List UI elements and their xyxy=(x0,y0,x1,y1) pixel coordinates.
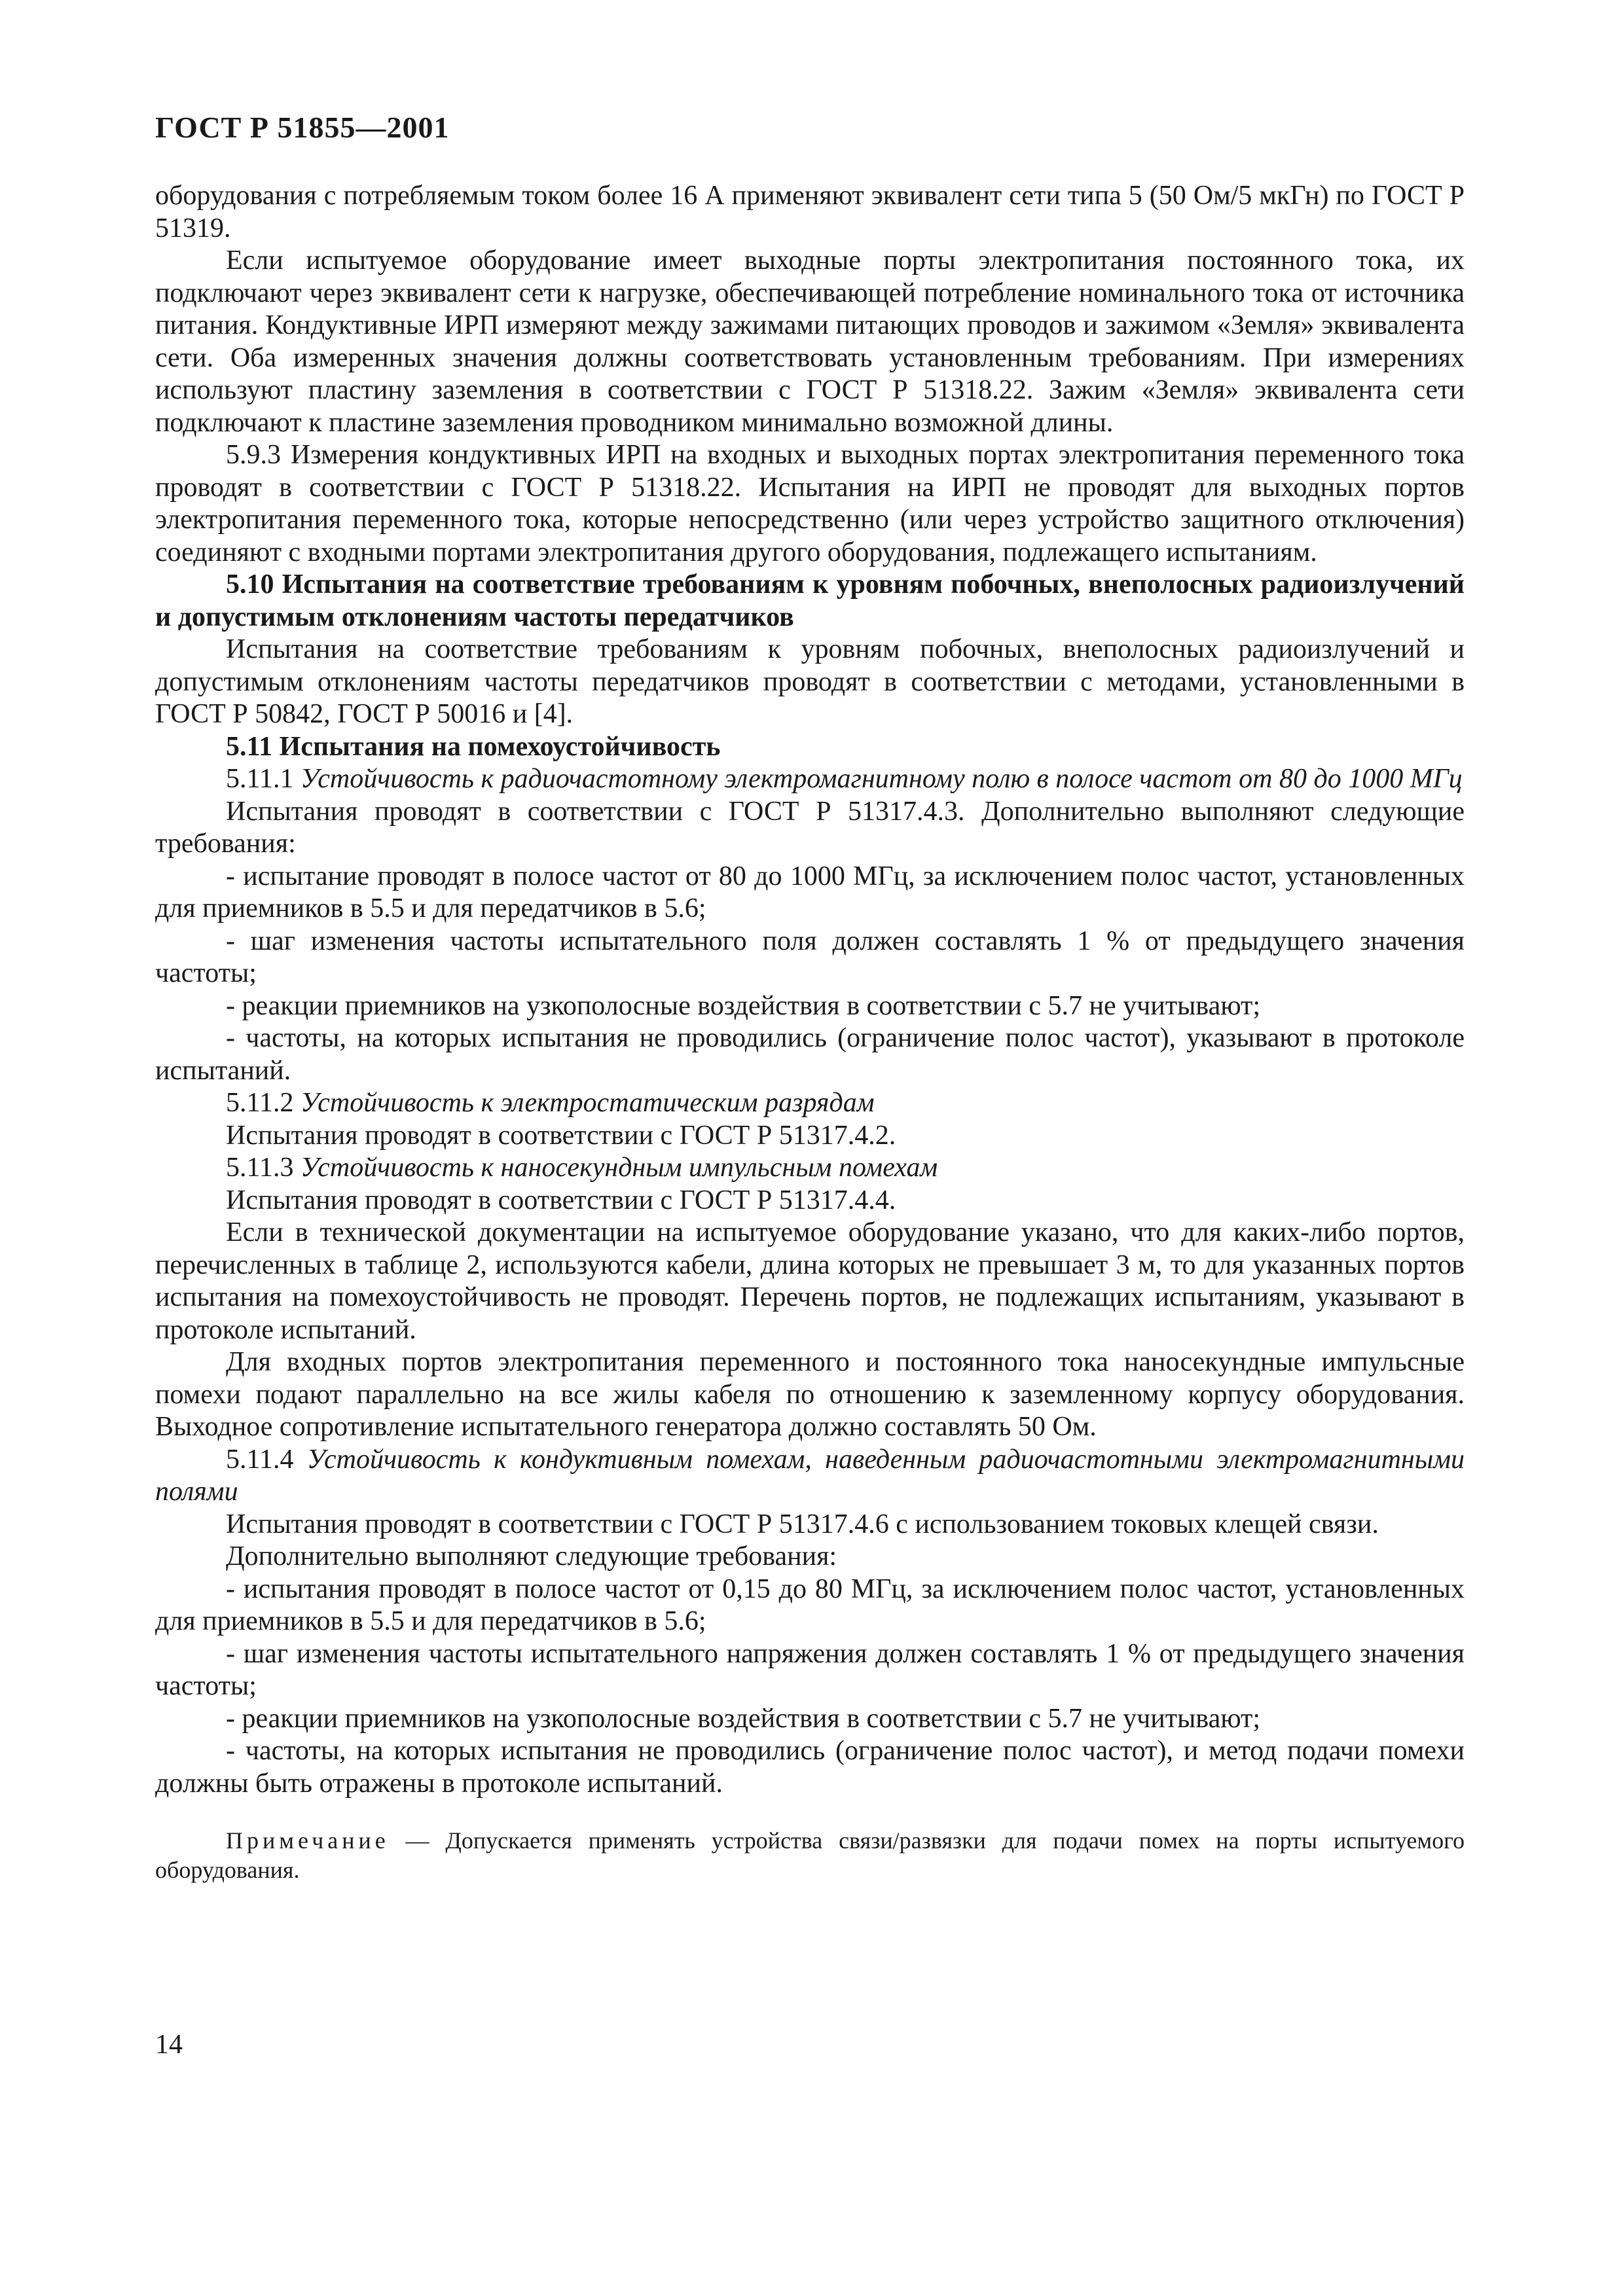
subsection-title: Устойчивость к радиочастотному электромагнитному полю в полосе частот от 80 до 1000 МГц xyxy=(300,764,1463,794)
note xyxy=(155,1826,1465,1885)
paragraph: Испытания на соответствие требованиям к уровням побочных, внеполосных радиоизлучений и допустимым отклонениям частоты передатчиков проводят в соответствии с методами, установленными в ГОСТ Р 50842, ГОСТ Р 50016 и [4]. xyxy=(155,634,1465,729)
document-header: ГОСТ Р 51855—2001 xyxy=(155,111,450,144)
subsection-heading-5-11-4 xyxy=(155,1444,1465,1509)
list-item: - шаг изменения частоты испытательного поля должен составлять 1 % от предыдущего значения частоты; xyxy=(155,925,1465,988)
list-item: - частоты, на которых испытания не проводились (ограничение полос частот), указывают в протоколе испытаний. xyxy=(155,1023,1465,1086)
paragraph: Испытания проводят в соответствии с ГОСТ Р 51317.4.6 с использованием токовых клещей связи. xyxy=(226,1509,1379,1539)
list-item: - реакции приемников на узкополосные воздействия в соответствии с 5.7 не учитывают; xyxy=(226,1703,1261,1734)
document-body xyxy=(155,180,1465,1885)
subsection-heading-5-11-2 xyxy=(155,1087,1465,1120)
subsection-number: 5.11.4 xyxy=(226,1444,294,1475)
paragraph: Испытания проводят в соответствии с ГОСТ Р 51317.4.2. xyxy=(226,1120,896,1151)
paragraph: Если в технической документации на испытуемое оборудование указано, что для каких-либо портов, перечисленных в таблице 2, используются кабели, длина которых не превышает 3 м, то для указанных портов испытания на помехоустойчивость не проводят. Перечень портов, не подлежащих испытаниям, указывают в протоколе испытаний. xyxy=(155,1217,1465,1345)
note-label: Примечание xyxy=(226,1827,390,1854)
subsection-number: 5.11.1 xyxy=(226,764,294,794)
paragraph: Если испытуемое оборудование имеет выходные порты электропитания постоянного тока, их подключают через эквивалент сети к нагрузке, обеспечивающей потребление номинального тока от источника питания. Кондуктивные ИРП измеряют между зажимами питающих проводов и зажимом «Земля» эквивалента сети. Оба измеренных значения должны соответствовать установленным требованиям. При измерениях используют пластину заземления в соответствии с ГОСТ Р 51318.22. Зажим «Земля» эквивалента сети подключают к пластине заземления проводником минимально возможной длины. xyxy=(155,245,1465,438)
subsection-number: 5.11.2 xyxy=(226,1088,294,1118)
list-item: - испытание проводят в полосе частот от 80 до 1000 МГц, за исключением полос частот, установленных для приемников в 5.5 и для передатчиков в 5.6; xyxy=(155,861,1465,924)
paragraph: оборудования с потребляемым током более 16 А применяют эквивалент сети типа 5 (50 Ом/5 мкГн) по ГОСТ Р 51319. xyxy=(155,181,1465,243)
paragraph: Дополнительно выполняют следующие требования: xyxy=(226,1541,837,1571)
list-item: - реакции приемников на узкополосные воздействия в соответствии с 5.7 не учитывают; xyxy=(226,990,1261,1021)
list-item: - шаг изменения частоты испытательного напряжения должен составлять 1 % от предыдущего значения частоты; xyxy=(155,1638,1465,1701)
subsection-title: Устойчивость к кондуктивным помехам, наведенным радиочастотными электромагнитными полями xyxy=(155,1444,1465,1507)
section-heading-5-10: 5.10 Испытания на соответствие требованиям к уровням побочных, внеполосных радиоизлучений и допустимым отклонениям частоты передатчиков xyxy=(155,569,1465,632)
subsection-title: Устойчивость к электростатическим разрядам xyxy=(300,1088,875,1118)
page-number: 14 xyxy=(155,2030,183,2060)
paragraph: Для входных портов электропитания переменного и постоянного тока наносекундные импульсные помехи подают параллельно на все жилы кабеля по отношению к заземленному корпусу оборудования. Выходное сопротивление испытательного генератора должно составлять 50 Ом. xyxy=(155,1347,1465,1442)
section-heading-5-11: 5.11 Испытания на помехоустойчивость xyxy=(226,731,721,762)
subsection-heading-5-11-1 xyxy=(155,763,1465,796)
list-item: - испытания проводят в полосе частот от 0,15 до 80 МГц, за исключением полос частот, установленных для приемников в 5.5 и для передатчиков в 5.6; xyxy=(155,1573,1465,1636)
subsection-number: 5.11.3 xyxy=(226,1153,294,1183)
paragraph: Испытания проводят в соответствии с ГОСТ Р 51317.4.3. Дополнительно выполняют следующие требования: xyxy=(155,796,1465,859)
list-item: - частоты, на которых испытания не проводились (ограничение полос частот), и метод подачи помехи должны быть отражены в протоколе испытаний. xyxy=(155,1736,1465,1799)
subsection-title: Устойчивость к наносекундным импульсным помехам xyxy=(300,1153,938,1183)
subsection-heading-5-11-3 xyxy=(155,1152,1465,1185)
paragraph-5-9-3: 5.9.3 Измерения кондуктивных ИРП на входных и выходных портах электропитания переменного тока проводят в соответствии с ГОСТ Р 51318.22. Испытания на ИРП не проводят для выходных портов электропитания переменного тока, которые непосредственно (или через устройство защитного отключения) соединяют с входными портами электропитания другого оборудования, подлежащего испытаниям. xyxy=(155,440,1465,567)
note-text: — Допускается применять устройства связи/развязки для подачи помех на порты испытуемого оборудования. xyxy=(155,1827,1465,1883)
paragraph: Испытания проводят в соответствии с ГОСТ Р 51317.4.4. xyxy=(226,1185,896,1215)
